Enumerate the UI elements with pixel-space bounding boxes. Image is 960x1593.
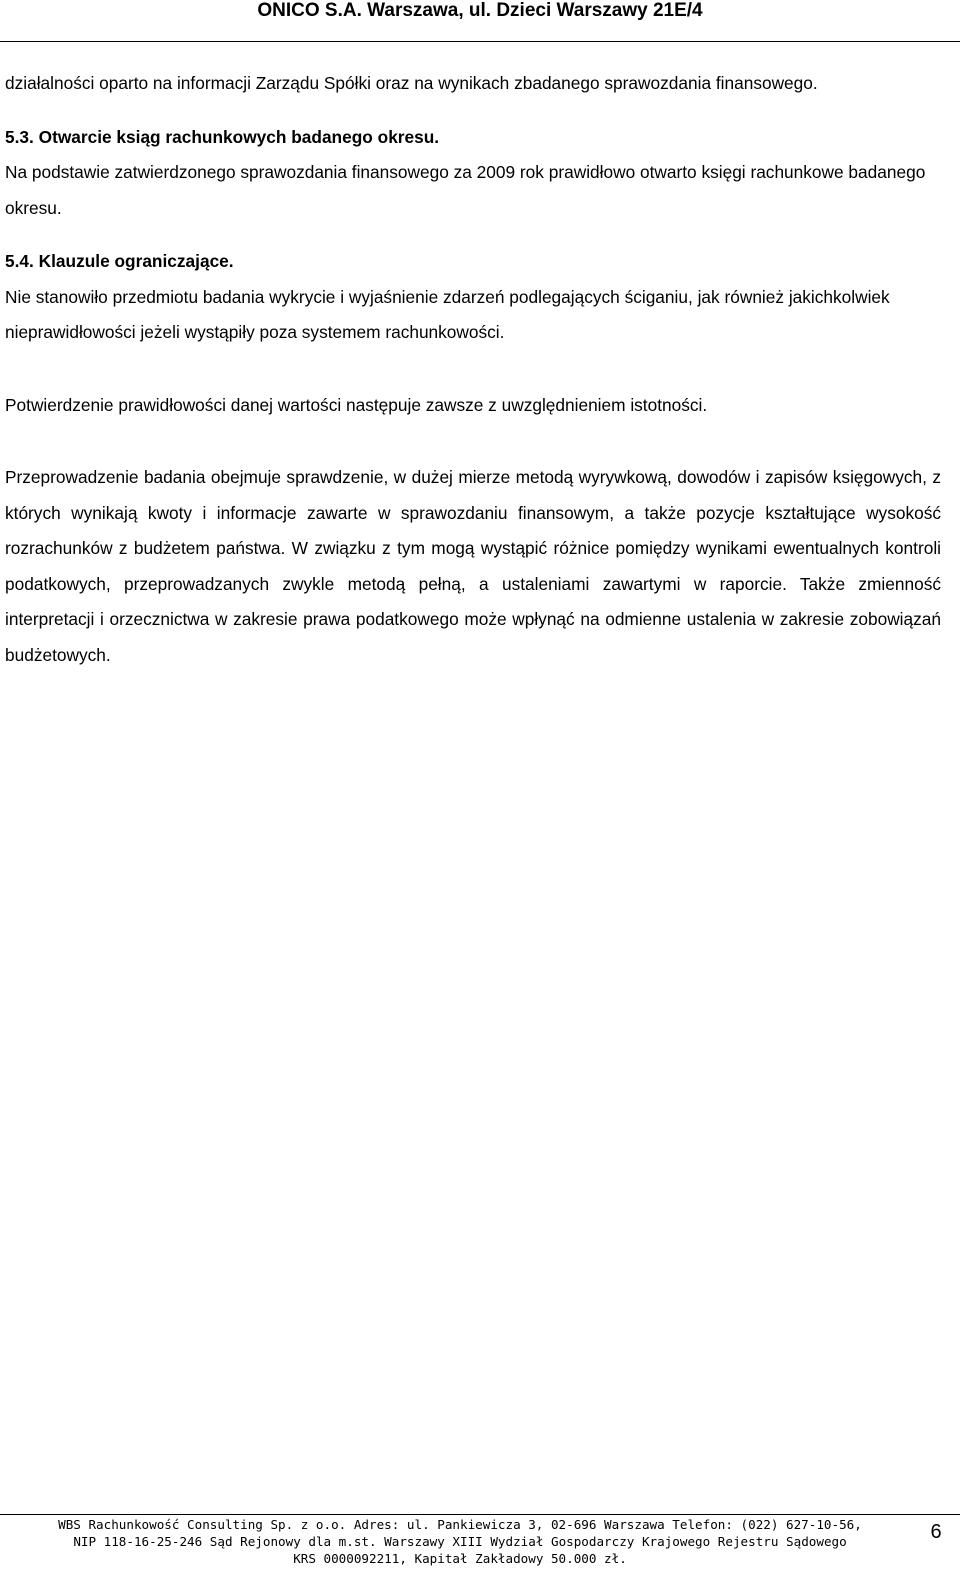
paragraph-continuation: działalności oparto na informacji Zarządu Spółki oraz na wynikach zbadanego sprawozdania finansowego.	[5, 73, 818, 93]
document-body	[5, 66, 941, 673]
footer-line-capital: KRS 0000092211, Kapitał Zakładowy 50.000 zł.	[293, 1551, 627, 1566]
page-header	[0, 0, 960, 40]
spacer	[5, 102, 941, 120]
header-title: ONICO S.A. Warszawa, ul. Dzieci Warszawy 21E/4	[257, 0, 703, 21]
spacer	[5, 351, 941, 388]
footer-divider	[0, 1514, 960, 1515]
paragraph-audit-scope: Przeprowadzenie badania obejmuje sprawdzenie, w dużej mierze metodą wyrywkową, dowodów i zapisów księgowych, z których wynikają kwoty i informacje zawarte w sprawozdaniu finansowym, a także pozycje kształtujące wysokość rozrachunków z budżetem państwa. W związku z tym mogą wystąpić różnice pomiędzy wynikami ewentualnych kontroli podatkowych, przeprowadzanych zwykle metodą pełną, a ustaleniami zawartymi w raporcie. Także zmienność interpretacji i orzecznictwa w zakresie prawa podatkowego może wpłynąć na odmienne ustalenia w zakresie zobowiązań budżetowych.	[5, 467, 941, 665]
spacer	[5, 423, 941, 460]
paragraph-materiality: Potwierdzenie prawidłowości danej wartości następuje zawsze z uwzględnieniem istotności.	[5, 394, 708, 415]
footer-line-address: WBS Rachunkowość Consulting Sp. z o.o. Adres: ul. Pankiewicza 3, 02-696 Warszawa Telefon: (022) 627-10-56,	[58, 1517, 862, 1532]
paragraph-limitations: Nie stanowiło przedmiotu badania wykrycie i wyjaśnienie zdarzeń podlegających ściganiu, jak również jakichkolwiek nieprawidłowości jeżeli wystąpiły poza systemem rachunkowości.	[5, 286, 890, 342]
footer-company-info	[40, 1516, 880, 1567]
page-number: 6	[930, 1521, 942, 1543]
paragraph-opening-books: Na podstawie zatwierdzonego sprawozdania finansowego za 2009 rok prawidłowo otwarto księgi rachunkowe badanego okresu.	[5, 162, 926, 218]
section-heading-5-3: 5.3. Otwarcie ksiąg rachunkowych badanego okresu.	[5, 126, 440, 147]
page-footer	[0, 1504, 960, 1593]
header-divider	[0, 41, 960, 42]
section-heading-5-4: 5.4. Klauzule ograniczające.	[5, 251, 234, 271]
spacer	[5, 226, 941, 244]
footer-line-registry: NIP 118-16-25-246 Sąd Rejonowy dla m.st. Warszawy XIII Wydział Gospodarczy Krajowego Rejestru Sądowego	[73, 1534, 847, 1549]
